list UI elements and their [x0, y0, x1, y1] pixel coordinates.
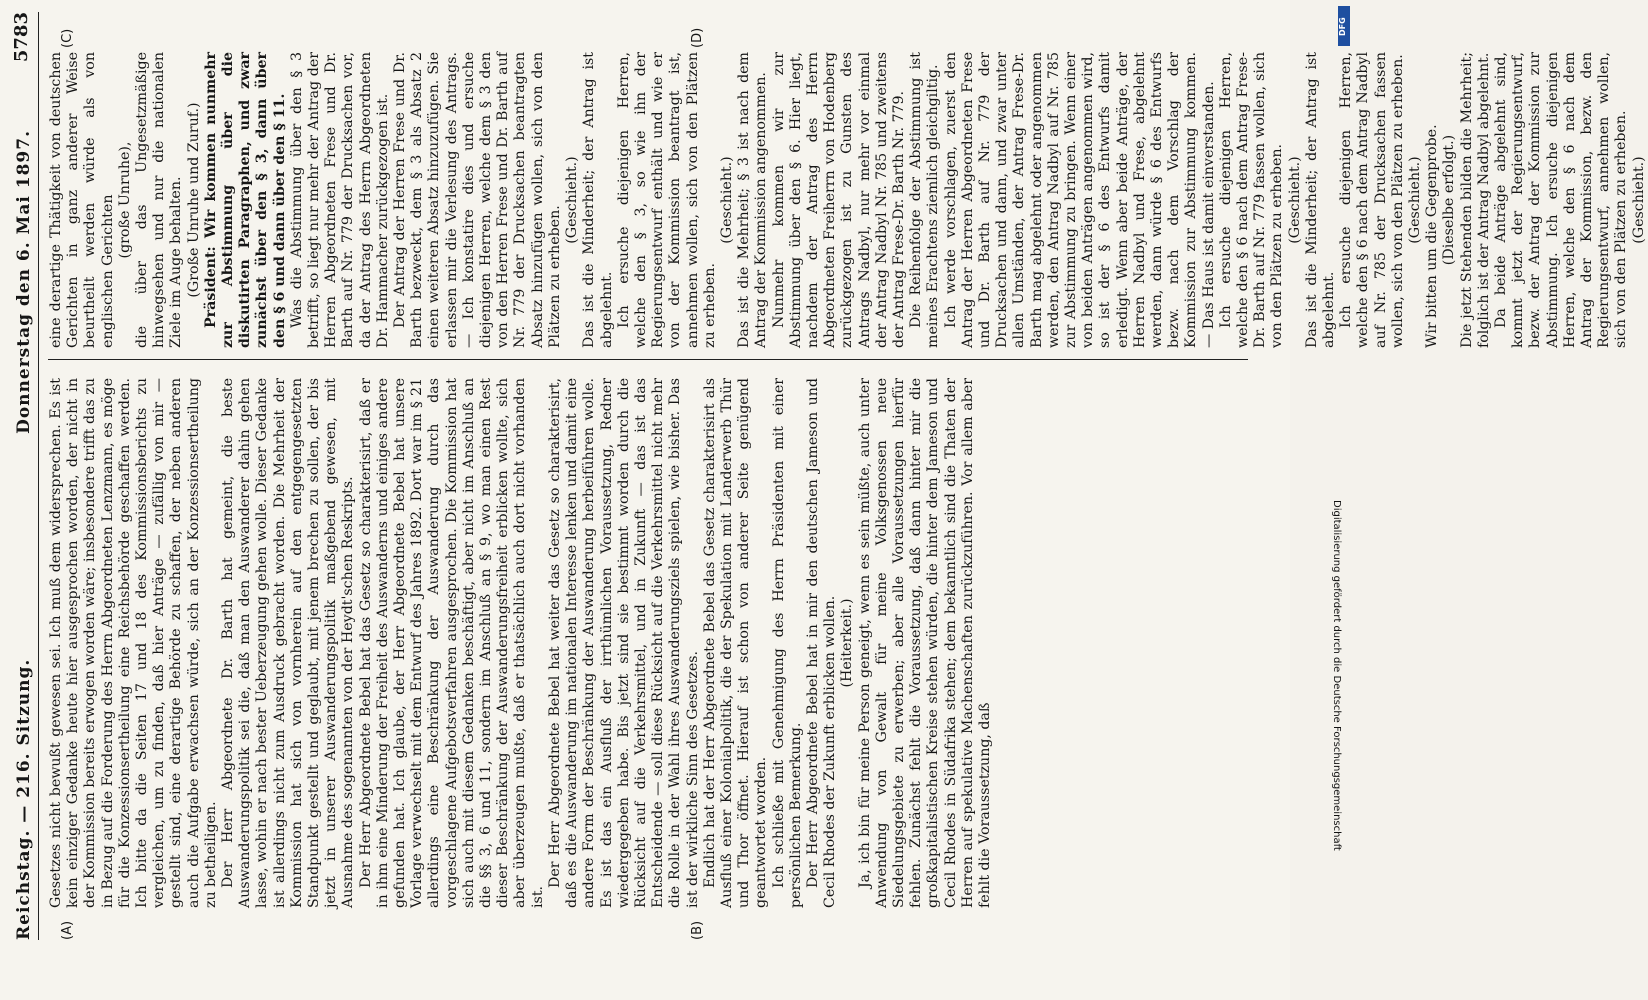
paragraph-president: Präsident: Wir kommen nunmehr zur Abstimmung über die diskutirten Paragraphen, und zwar zunächst über den § 3, dann über den § 6 und dann über den § 11. [202, 52, 288, 348]
paragraph: eine derartige Thätigkeit von deutschen Gerichten in ganz anderer Weise beurtheilt werden würde als von englischen Gerichten [48, 52, 116, 348]
interjection: (Geschieht.) [718, 156, 735, 244]
paragraph: Der Antrag der Herren Frese und Dr. Barth bezweckt, dem § 3 als Absatz 2 einen weiteren Absatz hinzuzufügen. Sie erlassen mir die Verlesung des Antrags. — Ich konstatire dies und ersuche diejenigen Herren, welche dem § 3 den von den Herren Frese und Dr. Barth auf Nr. 779 der Drucksachen beantragten Absatz hinzufügen wollen, sich von den Plätzen zu erheben. [392, 52, 563, 348]
paragraph: Gesetzes nicht bewußt gewesen sei. Ich muß dem widersprechen. Es ist kein einziger Gedanke heute hier ausgesprochen worden, der nicht in der Kommission bereits erwogen worden wäre; insbesondere trifft das zu in Bezug auf die Forderung des Herrn Abgeordneten Lenzmann, es möge für die Konzessionsertheilung eine Reichsbehörde geschaffen werden. Ich bitte da die Seiten 17 und 18 des Kommissionsberichts zu vergleichen, um zu finden, daß hier Anträge — zufällig von mir — gestellt sind, eine derartige Behörde zu schaffen, der neben anderen auch die Aufgabe erwachsen würde, sich an der Konzessionsertheilung zu betheiligen. [48, 378, 219, 908]
header-left: Reichstag. — 216. Sitzung. [14, 658, 34, 940]
interjection: (Geschieht.) [1286, 156, 1303, 244]
paragraph: Die jetzt Stehenden bilden die Mehrheit; folglich ist der Antrag Nadbyl abgelehnt. [1458, 52, 1492, 348]
left-column [48, 378, 1248, 908]
dfg-logo-text: DFG [1338, 17, 1347, 36]
paragraph: Der Herr Abgeordnete Bebel hat in mir den deutschen Jameson und Cecil Rhodes der Zukunft erblicken wollen. [804, 378, 839, 908]
interjection: (Geschieht.) [564, 156, 581, 244]
header-rule [38, 12, 39, 940]
paragraph: Ich ersuche diejenigen Herren, welche den § 6 nach dem Antrag Frese-Dr. Barth auf Nr. 779 fassen wollen, sich von den Plätzen zu erheben. [1217, 52, 1286, 348]
right-column [48, 52, 1647, 348]
interjection: (Geschieht.) [1407, 156, 1424, 244]
interjection: (Dieselbe erfolgt.) [1441, 134, 1458, 266]
interjection: (große Unruhe), [116, 141, 133, 259]
margin-mark-d: (D) [690, 27, 705, 48]
paragraph: Nunmehr kommen wir zur Abstimmung über den § 6. Hier liegt, nachdem der Antrag des Herrn Abgeordneten Freiherrn von Hodenberg zurückgezogen ist zu Gunsten des Antrags Nadbyl, nur mehr vor einmal der Antrag Nadbyl Nr. 785 und zweitens der Antrag Frese-Dr. Barth Nr. 779. [770, 52, 907, 348]
paragraph: Wir bitten um die Gegenprobe. [1424, 124, 1441, 348]
paragraph: Ich werde vorschlagen, zuerst den Antrag der Herren Abgeordneten Frese und Dr. Barth auf Nr. 779 der Drucksachen und dann, und zwar unter allen Umständen, der Antrag Frese-Dr. Barth mag abgelehnt oder angenommen werden, den Antrag Nadbyl auf Nr. 785 zur Abstimmung zu bringen. Wenn einer von beiden Anträgen angenommen wird, so ist der § 6 des Entwurfs damit erledigt. Wenn aber beide Anträge, der Herren Nadbyl und Frese, abgelehnt werden, dann würde § 6 des Entwurfs bezw. nach dem Vorschlag der Kommission zur Abstimmung kommen. — Das Haus ist damit einverstanden. [942, 52, 1217, 348]
page-number: 5783 [11, 12, 32, 63]
margin-mark-c: (C) [60, 28, 75, 48]
paragraph: Das ist die Mehrheit; § 3 ist nach dem Antrag der Kommission angenommen. [736, 52, 770, 348]
paragraph: Das ist die Minderheit; der Antrag ist abgelehnt. [1303, 52, 1338, 348]
margin-mark-a: (A) [60, 920, 75, 940]
paragraph: Ja, ich bin für meine Person geneigt, wenn es sein müßte, auch unter Anwendung von Gewalt für meine Volksgenossen neue Siedelungsgebiete zu erwerben; aber alle Voraussetzungen hierfür fehlen. Zunächst fehlt die Voraussetzung, daß dann hinter mir die großkapitalistischen Kreise stehen würden, die hinter dem Jameson und Cecil Rhodes in Südafrika stehen; dem bekanntlich sind die Thaten der Herren auf spekulative Machenschaften zurückzuführen. Vor allem aber fehlt die Voraussetzung, daß [856, 378, 993, 908]
interjection: (Geschieht.) [1630, 156, 1647, 244]
margin-mark-b: (B) [690, 920, 705, 940]
interjection: (Heiterkeit.) [839, 598, 856, 688]
column-separator [48, 359, 1248, 360]
paragraph: Da beide Anträge abgelehnt sind, kommt jetzt der Regierungsentwurf, bezw. der Antrag der Kommission zur Abstimmung. Ich ersuche diejenigen Herren, welche den § 6 nach dem Antrag der Kommission, bezw. den Regierungsentwurf, annehmen wollen, sich von den Plätzen zu erheben. [1493, 52, 1630, 348]
paragraph: Der Herr Abgeordnete Dr. Barth hat gemeint, die beste Auswanderungspolitik sei die, daß man den Auswanderer dahin gehen lasse, wohin er nach bester Ueberzeugung gehen wolle. Dieser Gedanke ist allerdings nicht zum Ausdruck gebracht worden. Die Mehrheit der Kommission hat sich von vornherein auf den entgegengesetzten Standpunkt gestellt und geglaubt, mit jenem brechen zu sollen, der bis jetzt in unserer Auswanderungspolitik maßgebend gewesen, mit Ausnahme des sogenannten von der Heydt'schen Reskripts. [220, 378, 357, 908]
header-right: Donnerstag den 6. Mai 1897. [14, 130, 34, 434]
paragraph: die über das Ungesetzmäßige hinwegsehen und nur die nationalen Ziele im Auge behalten. [134, 52, 185, 348]
interjection: (Große Unruhe und Zuruf.) [185, 102, 202, 298]
dfg-logo [1338, 6, 1350, 46]
paragraph: Der Herr Abgeordnete Bebel hat weiter das Gesetz so charakterisirt, daß es die Auswanderung im nationalen Interesse lenken und damit eine andere Form der Beschränkung der Auswanderung herbeiführen wolle. Es ist das ein Ausfluß der irrthümlichen Voraussetzung, Redner wiedergegeben habe. Bis jetzt sind sie bestimmt worden durch die Rücksicht auf die Verkehrsmittel, und in Zukunft — das ist das Entscheidende — soll diese Rücksicht auf die Verkehrsmittel nicht mehr die Rolle in der Wahl ihres Auswanderungsziels spielen, wie bisher. Das ist der wirkliche Sinn des Gesetzes. [546, 378, 701, 908]
paragraph: Die Reihenfolge der Abstimmung ist meines Erachtens ziemlich gleichgiltig. [908, 52, 942, 348]
paragraph: Ich schließe mit Genehmigung des Herrn Präsidenten mit einer persönlichen Bemerkung. [770, 378, 804, 908]
paragraph: Ich ersuche diejenigen Herren, welche den § 6 nach dem Antrag Nadbyl auf Nr. 785 der Drucksachen fassen wollen, sich von den Plätzen zu erheben. [1338, 52, 1406, 348]
digitization-note-text: Digitalisierung gefördert durch die Deutsche Forschungsgemeinschaft [1331, 500, 1342, 851]
paragraph: Was die Abstimmung über den § 3 betrifft, so liegt nur mehr der Antrag der Herren Abgeordneten Frese und Dr. Barth auf Nr. 779 der Drucksachen vor, da der Antrag des Herrn Abgeordneten Dr. Hammacher zurückgezogen ist. [288, 52, 391, 348]
paragraph: Endlich hat der Herr Abgeordnete Bebel das Gesetz charakterisirt als Ausfluß einer Kolonialpolitik, die der Spekulation mit Landerwerb Thür und Thor öffnet. Hierauf ist schon von anderer Seite genügend geantwortet worden. [701, 378, 770, 908]
paragraph: Das ist die Minderheit; der Antrag ist abgelehnt. [581, 52, 615, 348]
paragraph: Ich ersuche diejenigen Herren, welche den § 3, so wie ihn der Regierungsentwurf enthält und wie er von der Kommission beantragt ist, annehmen wollen, sich von den Plätzen zu erheben. [615, 52, 718, 348]
paragraph: Der Herr Abgeordnete Bebel hat das Gesetz so charakterisirt, daß er in ihm eine Minderung der Freiheit des Auswanderns und einiges andere gefunden hat. Ich glaube, der Herr Abgeordnete Bebel hat unsere Vorlage verwechselt mit dem Entwurf des Jahres 1892. Dort war im § 21 allerdings eine Beschränkung der Auswanderung durch das vorgeschlagene Aufgebotsverfahren ausgesprochen. Die Kommission hat sich auch mit diesem Gedanken beschäftigt, aber nicht im Anschluß an die §§ 3, 6 und 11, sondern im Anschluß an § 9, wo man einen Rest dieser Beschränkung der Auswanderungsfreiheit erblicken wollte, sich aber überzeugen mußte, daß er thatsächlich auch dort nicht vorhanden ist. [357, 378, 546, 908]
